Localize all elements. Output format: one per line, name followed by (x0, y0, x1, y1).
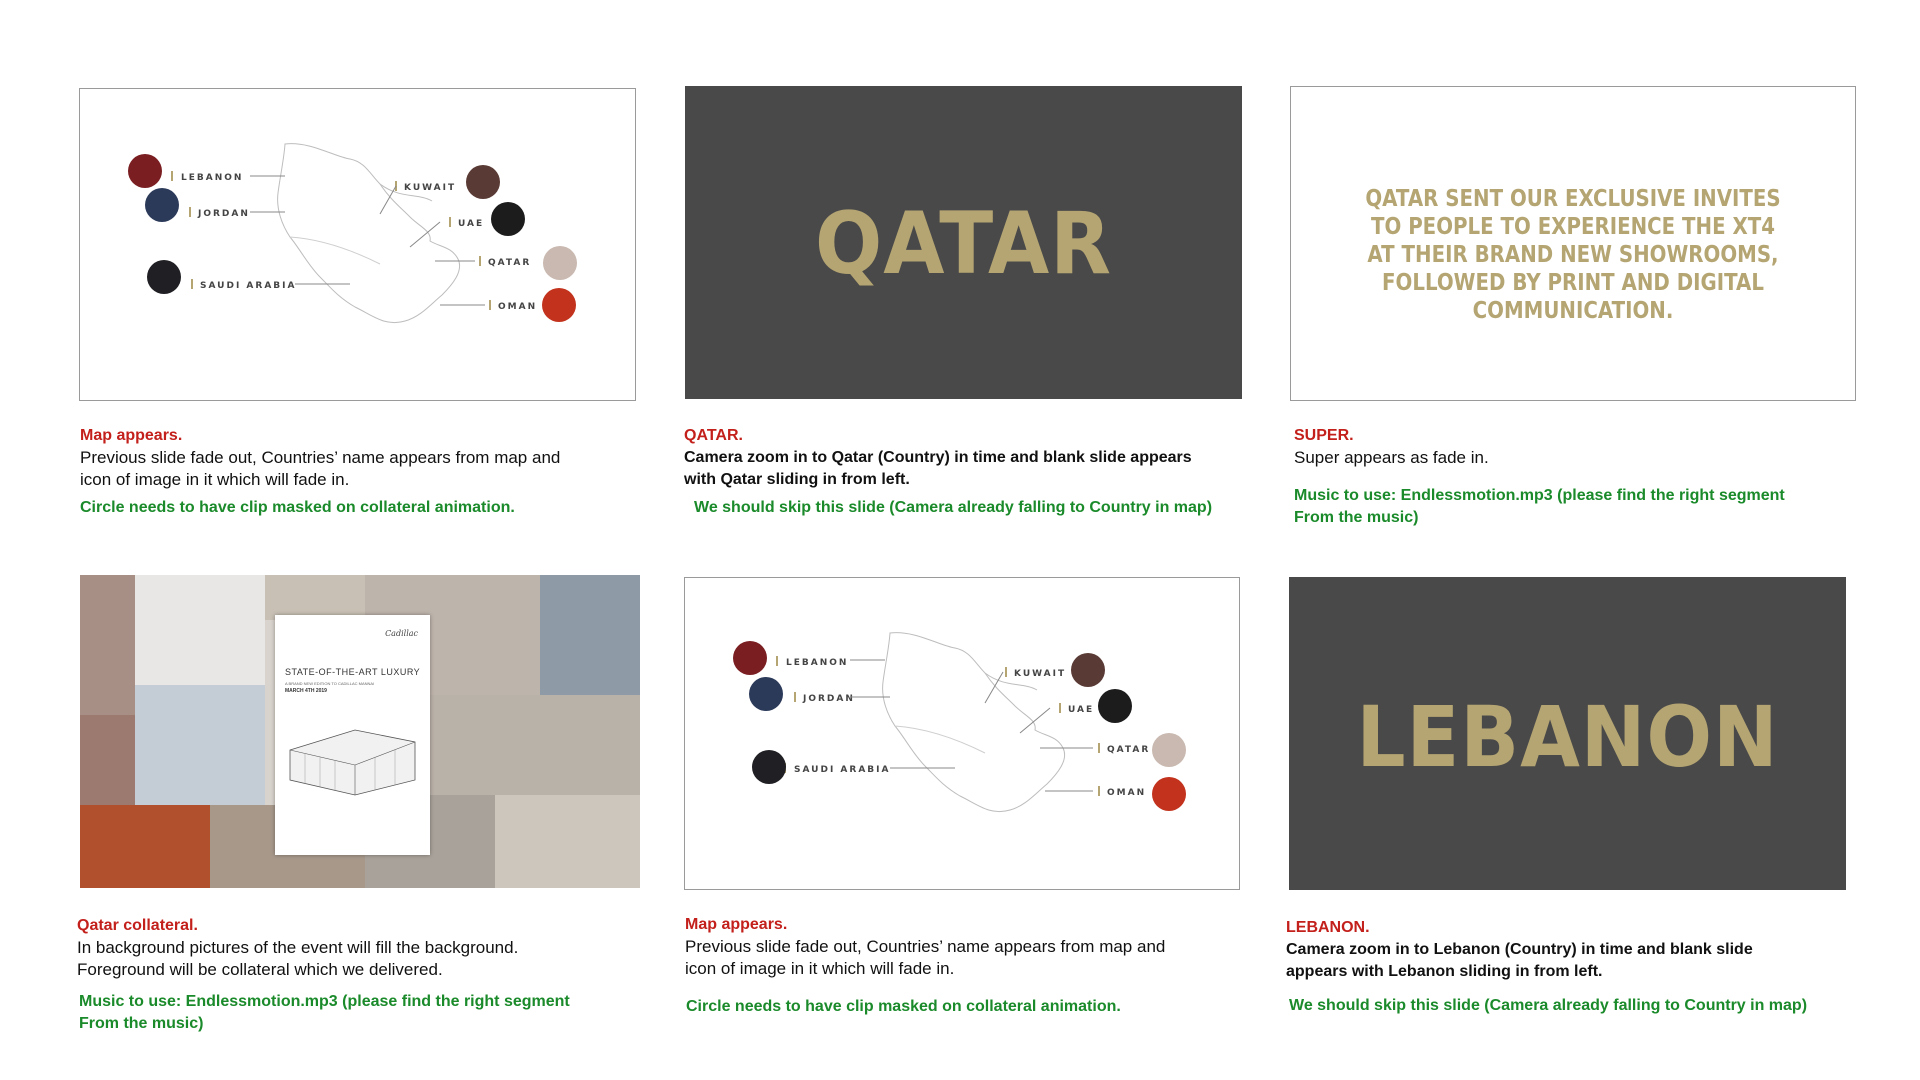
country-thumb-jordan (145, 188, 179, 222)
note-green: We should skip this slide (Camera already falling to Country in map) (1289, 997, 1808, 1014)
note-line: with Qatar sliding in from left. (684, 471, 910, 488)
note-green: Circle needs to have clip masked on collateral animation. (686, 998, 1121, 1015)
country-thumb-oman (1152, 777, 1186, 811)
country-label-lebanon: LEBANON (786, 658, 849, 668)
brochure-brand: Cadillac (385, 629, 418, 638)
lebanon-title: LEBANON (1356, 688, 1779, 786)
event-photo (495, 795, 640, 888)
brochure-title: STATE-OF-THE-ART LUXURY (285, 667, 421, 677)
country-label-qatar: QATAR (1107, 745, 1151, 755)
brochure-date: MARCH 4TH 2019 (285, 688, 327, 694)
country-label-saudi-arabia: SAUDI ARABIA (794, 765, 891, 775)
country-label-jordan: JORDAN (803, 694, 855, 704)
map-illustration (80, 89, 636, 401)
country-thumb-saudi-arabia (752, 750, 786, 784)
country-label-saudi-arabia: SAUDI ARABIA (200, 281, 297, 291)
note-qatar (684, 425, 1264, 519)
slide-lebanon (1289, 577, 1846, 890)
country-label-uae: UAE (458, 219, 485, 229)
note-line: Camera zoom in to Lebanon (Country) in time and blank slide (1286, 941, 1753, 958)
note-title: SUPER. (1294, 427, 1354, 444)
slide-map-2 (684, 577, 1240, 890)
qatar-title: QATAR (815, 194, 1112, 294)
country-label-qatar: QATAR (488, 258, 532, 268)
note-title: QATAR. (684, 427, 743, 444)
note-line: icon of image in it which will fade in. (80, 470, 350, 489)
country-thumb-saudi-arabia (147, 260, 181, 294)
country-label-uae: UAE (1068, 705, 1095, 715)
country-label-lebanon: LEBANON (181, 173, 244, 183)
slide-qatar (685, 86, 1242, 399)
note-line: Super appears as fade in. (1294, 448, 1489, 467)
note-line: In background pictures of the event will fill the background. (77, 938, 519, 957)
event-photo (80, 575, 135, 715)
slide-super (1290, 86, 1856, 401)
country-thumb-oman (542, 288, 576, 322)
country-thumb-lebanon (733, 641, 767, 675)
country-label-jordan: JORDAN (198, 209, 250, 219)
note-line: appears with Lebanon sliding in from left. (1286, 963, 1603, 980)
note-map-appears-2 (685, 914, 1265, 1018)
country-thumb-lebanon (128, 154, 162, 188)
country-thumb-kuwait (466, 165, 500, 199)
note-map-appears-1 (80, 425, 640, 519)
country-thumb-qatar (1152, 733, 1186, 767)
slide-qatar-collateral (80, 575, 640, 888)
note-green: Music to use: Endlessmotion.mp3 (please find the right segment (79, 993, 570, 1010)
collateral-brochure (275, 615, 430, 855)
note-line: Camera zoom in to Qatar (Country) in time and blank slide appears (684, 449, 1192, 466)
note-line: Foreground will be collateral which we delivered. (77, 960, 443, 979)
note-green: From the music) (1294, 509, 1419, 526)
slide-map-1 (79, 88, 636, 401)
note-green: Music to use: Endlessmotion.mp3 (please find the right segment (1294, 487, 1785, 504)
map-illustration (685, 578, 1240, 890)
country-thumb-uae (1098, 689, 1132, 723)
event-photo (80, 805, 210, 888)
note-qatar-collateral (77, 915, 657, 1035)
note-green: Circle needs to have clip masked on collateral animation. (80, 499, 515, 516)
country-thumb-jordan (749, 677, 783, 711)
event-photo (135, 575, 265, 685)
note-title: LEBANON. (1286, 919, 1370, 936)
super-text: QATAR SENT OUR EXCLUSIVE INVITES TO PEOPLE TO EXPERIENCE THE XT4 AT THEIR BRAND NEW SHOWROOMS, FOLLOWED BY PRINT AND DIGITAL COMMUNICATION. (1365, 186, 1781, 324)
country-thumb-qatar (543, 246, 577, 280)
country-thumb-kuwait (1071, 653, 1105, 687)
note-green: From the music) (79, 1015, 204, 1032)
brochure-subtitle: A BRAND NEW EDITION TO CADILLAC MANNAI (285, 681, 375, 686)
country-label-oman: OMAN (1107, 788, 1147, 798)
showroom-sketch (275, 710, 430, 810)
country-label-kuwait: KUWAIT (404, 183, 457, 193)
country-thumb-uae (491, 202, 525, 236)
note-line: Previous slide fade out, Countries’ name appears from map and (685, 937, 1166, 956)
event-photo (135, 685, 265, 805)
note-line: icon of image in it which will fade in. (685, 959, 955, 978)
event-photo (265, 575, 365, 620)
note-title: Qatar collateral. (77, 917, 198, 934)
note-green: We should skip this slide (Camera already falling to Country in map) (694, 499, 1213, 516)
note-line: Previous slide fade out, Countries’ name appears from map and (80, 448, 561, 467)
note-title: Map appears. (685, 916, 788, 933)
note-lebanon (1286, 917, 1886, 1017)
event-photo (540, 575, 640, 695)
country-label-oman: OMAN (498, 302, 538, 312)
note-title: Map appears. (80, 427, 183, 444)
country-label-kuwait: KUWAIT (1014, 669, 1067, 679)
note-super (1294, 425, 1874, 529)
